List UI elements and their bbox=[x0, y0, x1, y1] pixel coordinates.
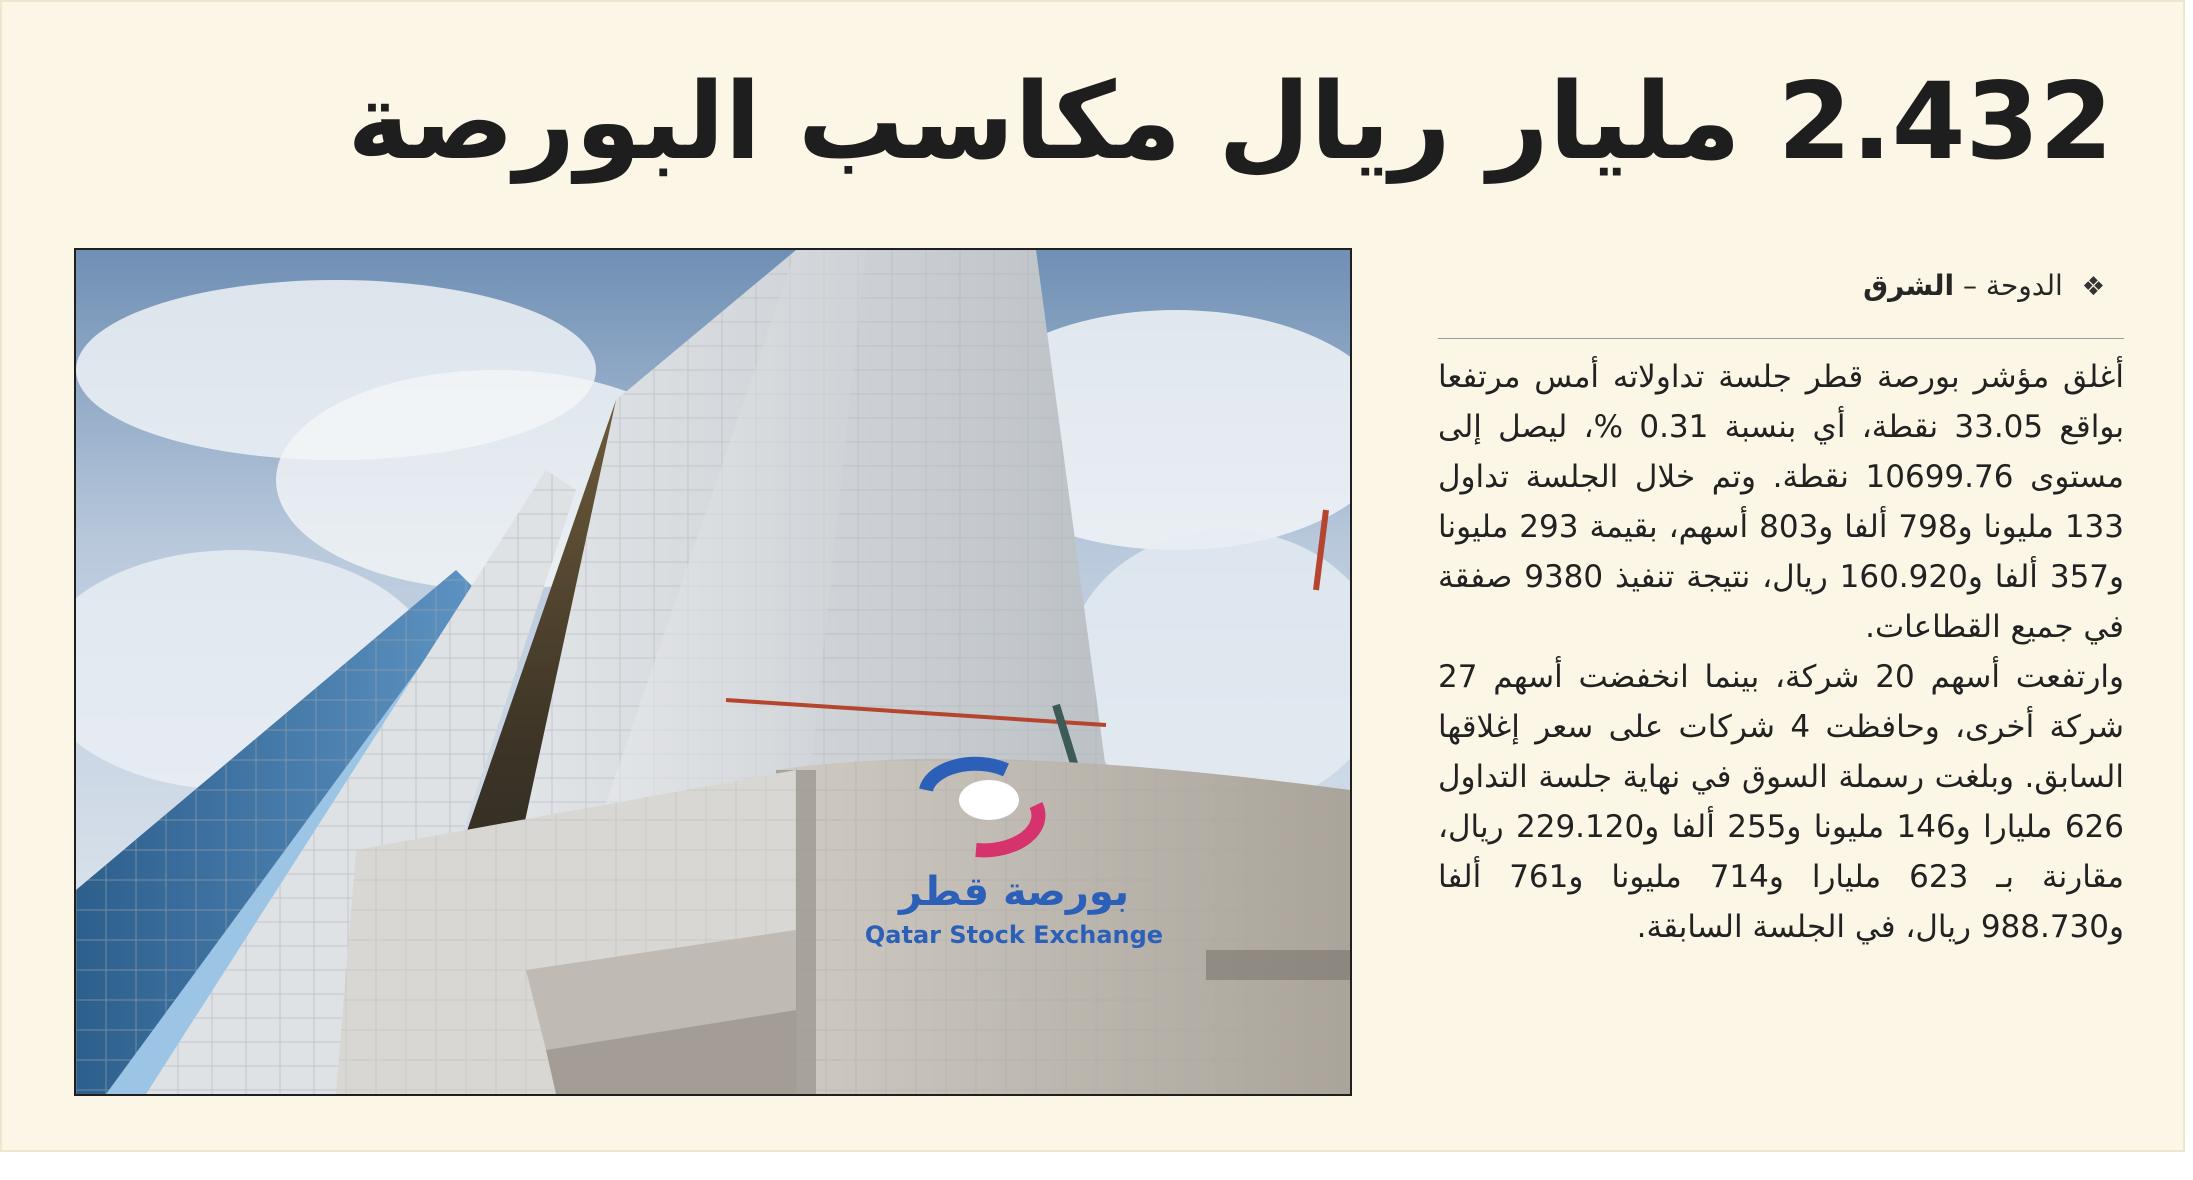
byline-location: الدوحة – bbox=[1963, 269, 2063, 302]
byline-bullet-icon: ❖ bbox=[2081, 272, 2105, 302]
article-photo bbox=[74, 248, 1352, 1096]
byline-source: الشرق bbox=[1863, 269, 1955, 302]
article-paragraph: أغلق مؤشر بورصة قطر جلسة تداولاته أمس مرتفعا بواقع 33.05 نقطة، أي بنسبة 0.31 %، ليصل إلى مستوى 10699.76 نقطة. وتم خلال الجلسة تداول 133 مليونا و798 ألفا و803 أسهم، بقيمة 293 مليونا و357 ألفا و160.920 ريال، نتيجة تنفيذ 9380 صفقة في جميع القطاعات. bbox=[1438, 359, 2125, 645]
stock-exchange-building-photo bbox=[76, 250, 1350, 1094]
article-byline bbox=[1863, 258, 2105, 314]
sign-arabic-text: بورصة قطر bbox=[899, 869, 1129, 915]
article-body bbox=[1438, 352, 2124, 952]
article-headline: 2.432 مليار ريال مكاسب البورصة bbox=[347, 60, 2113, 183]
sign-english-text: Qatar Stock Exchange bbox=[864, 921, 1164, 949]
byline-divider bbox=[1438, 338, 2124, 339]
article-paragraph: وارتفعت أسهم 20 شركة، بينما انخفضت أسهم 27 شركة أخرى، وحافظت 4 شركات على سعر إغلاقها السابق. وبلغت رسملة السوق في نهاية جلسة التداول 626 مليارا و146 مليونا و255 ألفا و229.120 ريال، مقارنة بـ 623 مليارا و714 مليونا و761 ألفا و988.730 ريال، في الجلسة السابقة. bbox=[1438, 659, 2125, 945]
